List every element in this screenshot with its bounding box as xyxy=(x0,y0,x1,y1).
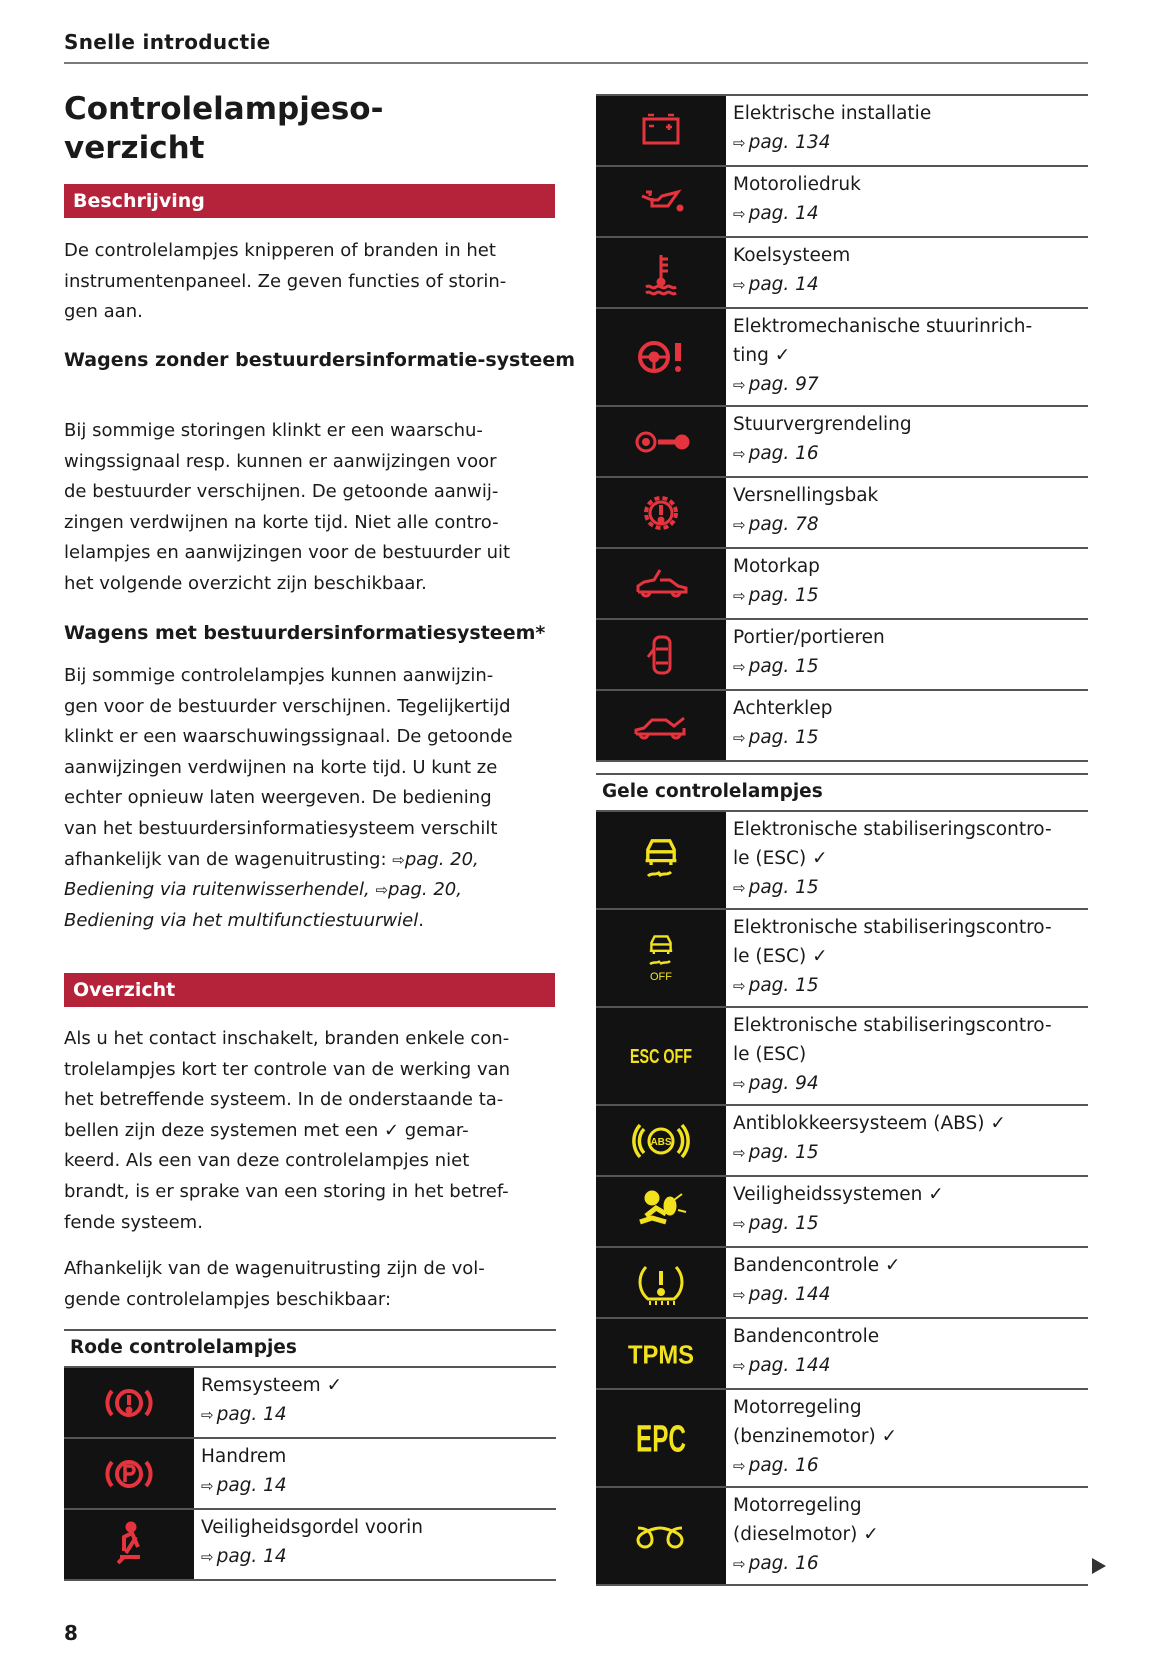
lamp-label: Bandencontrole ✓ xyxy=(733,1255,901,1276)
page-reference[interactable]: pag. 16 xyxy=(748,443,819,464)
arrow-right-icon: ⇨ xyxy=(733,1144,746,1162)
red-lamps-table-continued xyxy=(596,94,1088,762)
epc-text-icon xyxy=(596,1390,726,1486)
text-segment: . xyxy=(418,909,424,931)
lamp-description xyxy=(726,691,832,760)
page-reference[interactable]: pag. 14 xyxy=(216,1546,287,1567)
red-lamps-table xyxy=(64,1329,556,1581)
page-reference-link[interactable] xyxy=(201,1542,423,1572)
page-reference-link[interactable] xyxy=(733,723,832,753)
table-row xyxy=(596,812,1088,910)
page-reference[interactable]: pag. 94 xyxy=(748,1073,819,1094)
seatbelt-icon xyxy=(64,1510,194,1579)
text-line: de bestuurder verschijnen. De getoonde aanwij- xyxy=(64,481,499,503)
gearbox-icon xyxy=(596,478,726,547)
table-row xyxy=(596,620,1088,691)
esc-off-text-icon xyxy=(596,1008,726,1104)
table-row xyxy=(596,910,1088,1008)
arrow-right-icon: ⇨ xyxy=(733,516,746,534)
arrow-right-icon: ⇨ xyxy=(733,587,746,605)
svg-text:TPMS: TPMS xyxy=(628,1338,694,1369)
text-line: Bij sommige controlelampjes kunnen aanwijzin- xyxy=(64,665,494,686)
paragraph-intro xyxy=(64,236,559,328)
text-line: gende controlelampjes beschikbaar: xyxy=(64,1288,392,1310)
lamp-label: Achterklep xyxy=(733,698,833,719)
page-reference[interactable]: pag. 15 xyxy=(748,877,819,898)
page-reference-link[interactable] xyxy=(733,510,878,540)
page-reference-link[interactable] xyxy=(733,1451,897,1481)
tire-pressure-icon xyxy=(596,1248,726,1317)
lamp-label: Bandencontrole xyxy=(733,1326,880,1347)
arrow-right-icon: ⇨ xyxy=(733,445,746,463)
table-row xyxy=(596,309,1088,407)
page-reference-link[interactable] xyxy=(733,652,885,682)
text-line: trolelampjes kort ter controle van de werking van xyxy=(64,1058,511,1080)
text-line: instrumentenpaneel. Ze geven functies of storin- xyxy=(64,270,507,292)
lamp-label: Antiblokkeersysteem (ABS) ✓ xyxy=(733,1113,1006,1134)
text-line: echter opnieuw laten weergeven. De bediening xyxy=(64,787,492,809)
page-reference-link[interactable]: pag. 20, xyxy=(388,879,462,901)
arrow-right-icon: ⇨ xyxy=(733,1215,746,1233)
lamp-description xyxy=(726,1177,944,1246)
battery-icon xyxy=(596,96,726,165)
lamp-label: (benzinemotor) ✓ xyxy=(733,1426,898,1447)
lamp-label: Motorregeling xyxy=(733,1397,862,1418)
paragraph-without-dis xyxy=(64,416,559,600)
lamp-description xyxy=(726,1319,879,1388)
text-line: het betreffende systeem. In de onderstaande ta- xyxy=(64,1089,504,1111)
parking-brake-icon xyxy=(64,1439,194,1508)
arrow-right-icon: ⇨ xyxy=(733,1457,746,1475)
arrow-right-icon: ⇨ xyxy=(201,1548,214,1566)
table-row xyxy=(596,1390,1088,1488)
page-reference[interactable]: pag. 15 xyxy=(748,585,819,606)
lamp-description xyxy=(726,549,820,618)
page-reference[interactable]: pag. 16 xyxy=(748,1553,819,1574)
page-reference[interactable]: pag. 14 xyxy=(216,1475,287,1496)
section-bar-description: Beschrijving xyxy=(64,184,555,218)
table-row xyxy=(596,549,1088,620)
page-reference-link[interactable] xyxy=(733,199,861,229)
page-reference-link[interactable] xyxy=(733,1138,1006,1168)
page-reference[interactable]: pag. 14 xyxy=(216,1404,287,1425)
page-reference[interactable]: pag. 14 xyxy=(748,203,819,224)
table-row xyxy=(596,167,1088,238)
arrow-right-icon: ⇨ xyxy=(733,276,746,294)
text-line: van het bestuurdersinformatiesysteem verschilt xyxy=(64,817,498,839)
text-line: Bij sommige storingen klinkt er een waarschu- xyxy=(64,420,483,441)
lamp-description xyxy=(726,620,885,689)
page-reference[interactable]: pag. 97 xyxy=(748,374,819,395)
lamp-description xyxy=(726,812,1052,908)
brake-warning-icon xyxy=(64,1368,194,1437)
page-title xyxy=(64,90,383,168)
page-reference[interactable]: pag. 16 xyxy=(748,1455,819,1476)
table-row xyxy=(64,1510,556,1581)
arrow-right-icon: ⇨ xyxy=(733,1075,746,1093)
table-heading: Gele controlelampjes xyxy=(602,781,823,802)
page-reference-link[interactable] xyxy=(733,1069,1052,1099)
continue-triangle-icon[interactable] xyxy=(1092,1558,1106,1574)
lamp-label: le (ESC) xyxy=(733,1044,807,1065)
arrow-right-icon: ⇨ xyxy=(733,977,746,995)
esc-icon xyxy=(596,812,726,908)
text-line: het volgende overzicht zijn beschikbaar. xyxy=(64,572,427,594)
section-bar-overview: Overzicht xyxy=(64,973,555,1007)
lamp-label: Elektronische stabiliseringscontro- xyxy=(733,819,1052,840)
paragraph-overview xyxy=(64,1024,559,1238)
table-row xyxy=(596,1319,1088,1390)
page-reference-link[interactable] xyxy=(733,581,820,611)
lamp-description xyxy=(194,1368,342,1437)
lamp-label: Elektronische stabiliseringscontro- xyxy=(733,1015,1052,1036)
lamp-label: (dieselmotor) ✓ xyxy=(733,1524,879,1545)
lamp-description xyxy=(194,1510,423,1579)
text-line: Wagens zonder bestuurdersinformatie- xyxy=(64,349,486,371)
text-line xyxy=(64,875,559,906)
esc-off-car-icon xyxy=(596,910,726,1006)
title-line: verzicht xyxy=(64,130,205,166)
arrow-right-icon: ⇨ xyxy=(733,879,746,897)
paragraph-availability xyxy=(64,1254,559,1315)
arrow-right-icon: ⇨ xyxy=(733,1555,746,1573)
page-reference-link[interactable] xyxy=(733,1280,901,1310)
lamp-description xyxy=(726,478,878,547)
steering-warning-icon xyxy=(596,309,726,405)
lamp-label: Portier/portieren xyxy=(733,627,885,648)
text-line: wingssignaal resp. kunnen er aanwijzingen voor xyxy=(64,450,497,472)
table-row xyxy=(596,96,1088,167)
text-line xyxy=(64,906,559,937)
arrow-right-icon: ⇨ xyxy=(733,1286,746,1304)
page-reference[interactable]: pag. 144 xyxy=(748,1355,831,1376)
page-reference-link[interactable] xyxy=(733,1549,879,1579)
arrow-right-icon: ⇨ xyxy=(733,658,746,676)
arrow-right-icon[interactable]: ⇨ xyxy=(375,881,389,900)
page-reference[interactable]: pag. 15 xyxy=(748,656,819,677)
lamp-label: Stuurvergrendeling xyxy=(733,414,912,435)
lamp-label: Veiligheidssystemen ✓ xyxy=(733,1184,944,1205)
hood-open-icon xyxy=(596,549,726,618)
arrow-right-icon: ⇨ xyxy=(733,134,746,152)
svg-text:ABS: ABS xyxy=(650,1136,672,1148)
page-reference[interactable]: pag. 15 xyxy=(748,727,819,748)
text-line: brandt, is er sprake van een storing in het betref- xyxy=(64,1180,509,1202)
lamp-label: Handrem xyxy=(201,1446,287,1467)
abs-icon xyxy=(596,1106,726,1175)
lamp-description xyxy=(726,309,1032,405)
text-line: klinkt er een waarschuwingssignaal. De getoonde xyxy=(64,726,513,748)
lamp-description xyxy=(726,1106,1006,1175)
table-row xyxy=(596,691,1088,762)
text-line: systeem xyxy=(485,349,575,371)
text-line: aanwijzingen verdwijnen na korte tijd. U kunt ze xyxy=(64,756,498,778)
page-reference-link[interactable] xyxy=(733,128,931,158)
page-reference-link[interactable] xyxy=(733,370,1032,400)
table-row xyxy=(596,1177,1088,1248)
lamp-label: Elektromechanische stuurinrich- xyxy=(733,316,1033,337)
page-reference[interactable]: pag. 15 xyxy=(748,1142,819,1163)
text-line: De controlelampjes knipperen of branden in het xyxy=(64,240,496,261)
arrow-right-icon: ⇨ xyxy=(201,1477,214,1495)
paragraph-with-dis xyxy=(64,661,559,936)
table-row xyxy=(596,1248,1088,1319)
lamp-description xyxy=(726,1248,901,1317)
page-reference-link[interactable] xyxy=(733,270,850,300)
text-segment: afhankelijk van de wagenuitrusting: xyxy=(64,848,393,870)
text-line: bellen zijn deze systemen met een ✓ gemar- xyxy=(64,1119,469,1141)
title-line: Controlelampjeso- xyxy=(64,91,384,127)
text-line: gen voor de bestuurder verschijnen. Tegelijkertijd xyxy=(64,695,511,717)
text-line: lelampjes en aanwijzingen voor de bestuurder uit xyxy=(64,542,511,564)
text-line: fende systeem. xyxy=(64,1211,203,1233)
header-rule xyxy=(64,62,1088,64)
yellow-lamps-table xyxy=(596,773,1088,1586)
table-row xyxy=(596,478,1088,549)
coolant-icon xyxy=(596,238,726,307)
page-reference-link: Bediening via ruitenwisserhendel, xyxy=(64,879,376,901)
lamp-label: Motorkap xyxy=(733,556,820,577)
page-reference-link: Bediening via het multifunctiestuurwiel xyxy=(64,909,419,931)
subheading-without-dis xyxy=(64,347,575,373)
lamp-label: Versnellingsbak xyxy=(733,485,879,506)
arrow-right-icon: ⇨ xyxy=(733,1357,746,1375)
running-header: Snelle introductie xyxy=(64,30,271,54)
page-reference-link[interactable] xyxy=(733,873,1052,903)
steering-lock-icon xyxy=(596,407,726,476)
arrow-right-icon: ⇨ xyxy=(733,729,746,747)
page-reference-link[interactable] xyxy=(733,439,912,469)
lamp-label: Motoroliedruk xyxy=(733,174,861,195)
table-row xyxy=(596,1488,1088,1586)
table-row xyxy=(64,1439,556,1510)
lamp-label: Motorregeling xyxy=(733,1495,862,1516)
arrow-right-icon: ⇨ xyxy=(733,376,746,394)
lamp-label: Veiligheidsgordel voorin xyxy=(201,1517,423,1538)
lamp-description xyxy=(194,1439,287,1508)
lamp-label: le (ESC) ✓ xyxy=(733,848,828,869)
page-reference[interactable]: pag. 78 xyxy=(748,514,819,535)
arrow-right-icon: ⇨ xyxy=(733,205,746,223)
table-row xyxy=(596,1008,1088,1106)
lamp-label: le (ESC) ✓ xyxy=(733,946,828,967)
table-row xyxy=(64,1368,556,1439)
lamp-description xyxy=(726,1390,897,1486)
svg-text:EPC: EPC xyxy=(636,1418,686,1461)
lamp-description xyxy=(726,238,850,307)
text-line: gen aan. xyxy=(64,301,143,323)
table-row xyxy=(596,407,1088,478)
page-reference-link[interactable] xyxy=(733,1209,944,1239)
page-reference-link[interactable] xyxy=(733,971,1052,1001)
table-row xyxy=(596,238,1088,309)
page-reference[interactable]: pag. 15 xyxy=(748,1213,819,1234)
lamp-label: Elektrische installatie xyxy=(733,103,932,124)
table-row xyxy=(596,1106,1088,1177)
airbag-icon xyxy=(596,1177,726,1246)
lamp-description xyxy=(726,1488,879,1584)
lamp-description xyxy=(726,910,1052,1006)
trunk-open-icon xyxy=(596,691,726,760)
page-number: 8 xyxy=(64,1621,78,1645)
subheading-with-dis xyxy=(64,620,545,646)
lamp-label: Koelsysteem xyxy=(733,245,851,266)
page-reference-link[interactable]: pag. 20, xyxy=(404,848,479,870)
text-line: Afhankelijk van de wagenuitrusting zijn de vol- xyxy=(64,1258,485,1279)
oil-can-icon xyxy=(596,167,726,236)
text-line: zingen verdwijnen na korte tijd. Niet alle contro- xyxy=(64,511,499,533)
page-reference[interactable]: pag. 15 xyxy=(748,975,819,996)
lamp-description xyxy=(726,96,931,165)
svg-text:ESC OFF: ESC OFF xyxy=(630,1046,692,1069)
glow-plug-icon xyxy=(596,1488,726,1584)
lamp-label: Remsysteem ✓ xyxy=(201,1375,343,1396)
page-reference-link[interactable] xyxy=(201,1471,287,1501)
table-heading: Rode controlelampjes xyxy=(70,1337,297,1358)
door-open-icon xyxy=(596,620,726,689)
svg-text:OFF: OFF xyxy=(650,971,672,983)
lamp-label: ting ✓ xyxy=(733,345,791,366)
page-reference[interactable]: pag. 134 xyxy=(748,132,831,153)
lamp-description xyxy=(726,407,912,476)
page-reference[interactable]: pag. 144 xyxy=(748,1284,831,1305)
text-line: keerd. Als een van deze controlelampjes niet xyxy=(64,1150,470,1172)
page-reference-link[interactable] xyxy=(733,1351,879,1381)
lamp-description xyxy=(726,1008,1052,1104)
page-reference-link[interactable] xyxy=(201,1400,342,1430)
page-reference[interactable]: pag. 14 xyxy=(748,274,819,295)
tpms-text-icon xyxy=(596,1319,726,1388)
text-line: Als u het contact inschakelt, branden enkele con- xyxy=(64,1028,510,1049)
arrow-right-icon[interactable]: ⇨ xyxy=(392,850,405,869)
lamp-label: Elektronische stabiliseringscontro- xyxy=(733,917,1052,938)
text-line: Wagens met bestuurdersinformatiesysteem* xyxy=(64,622,546,644)
text-line xyxy=(64,845,559,876)
arrow-right-icon: ⇨ xyxy=(201,1406,214,1424)
lamp-description xyxy=(726,167,861,236)
